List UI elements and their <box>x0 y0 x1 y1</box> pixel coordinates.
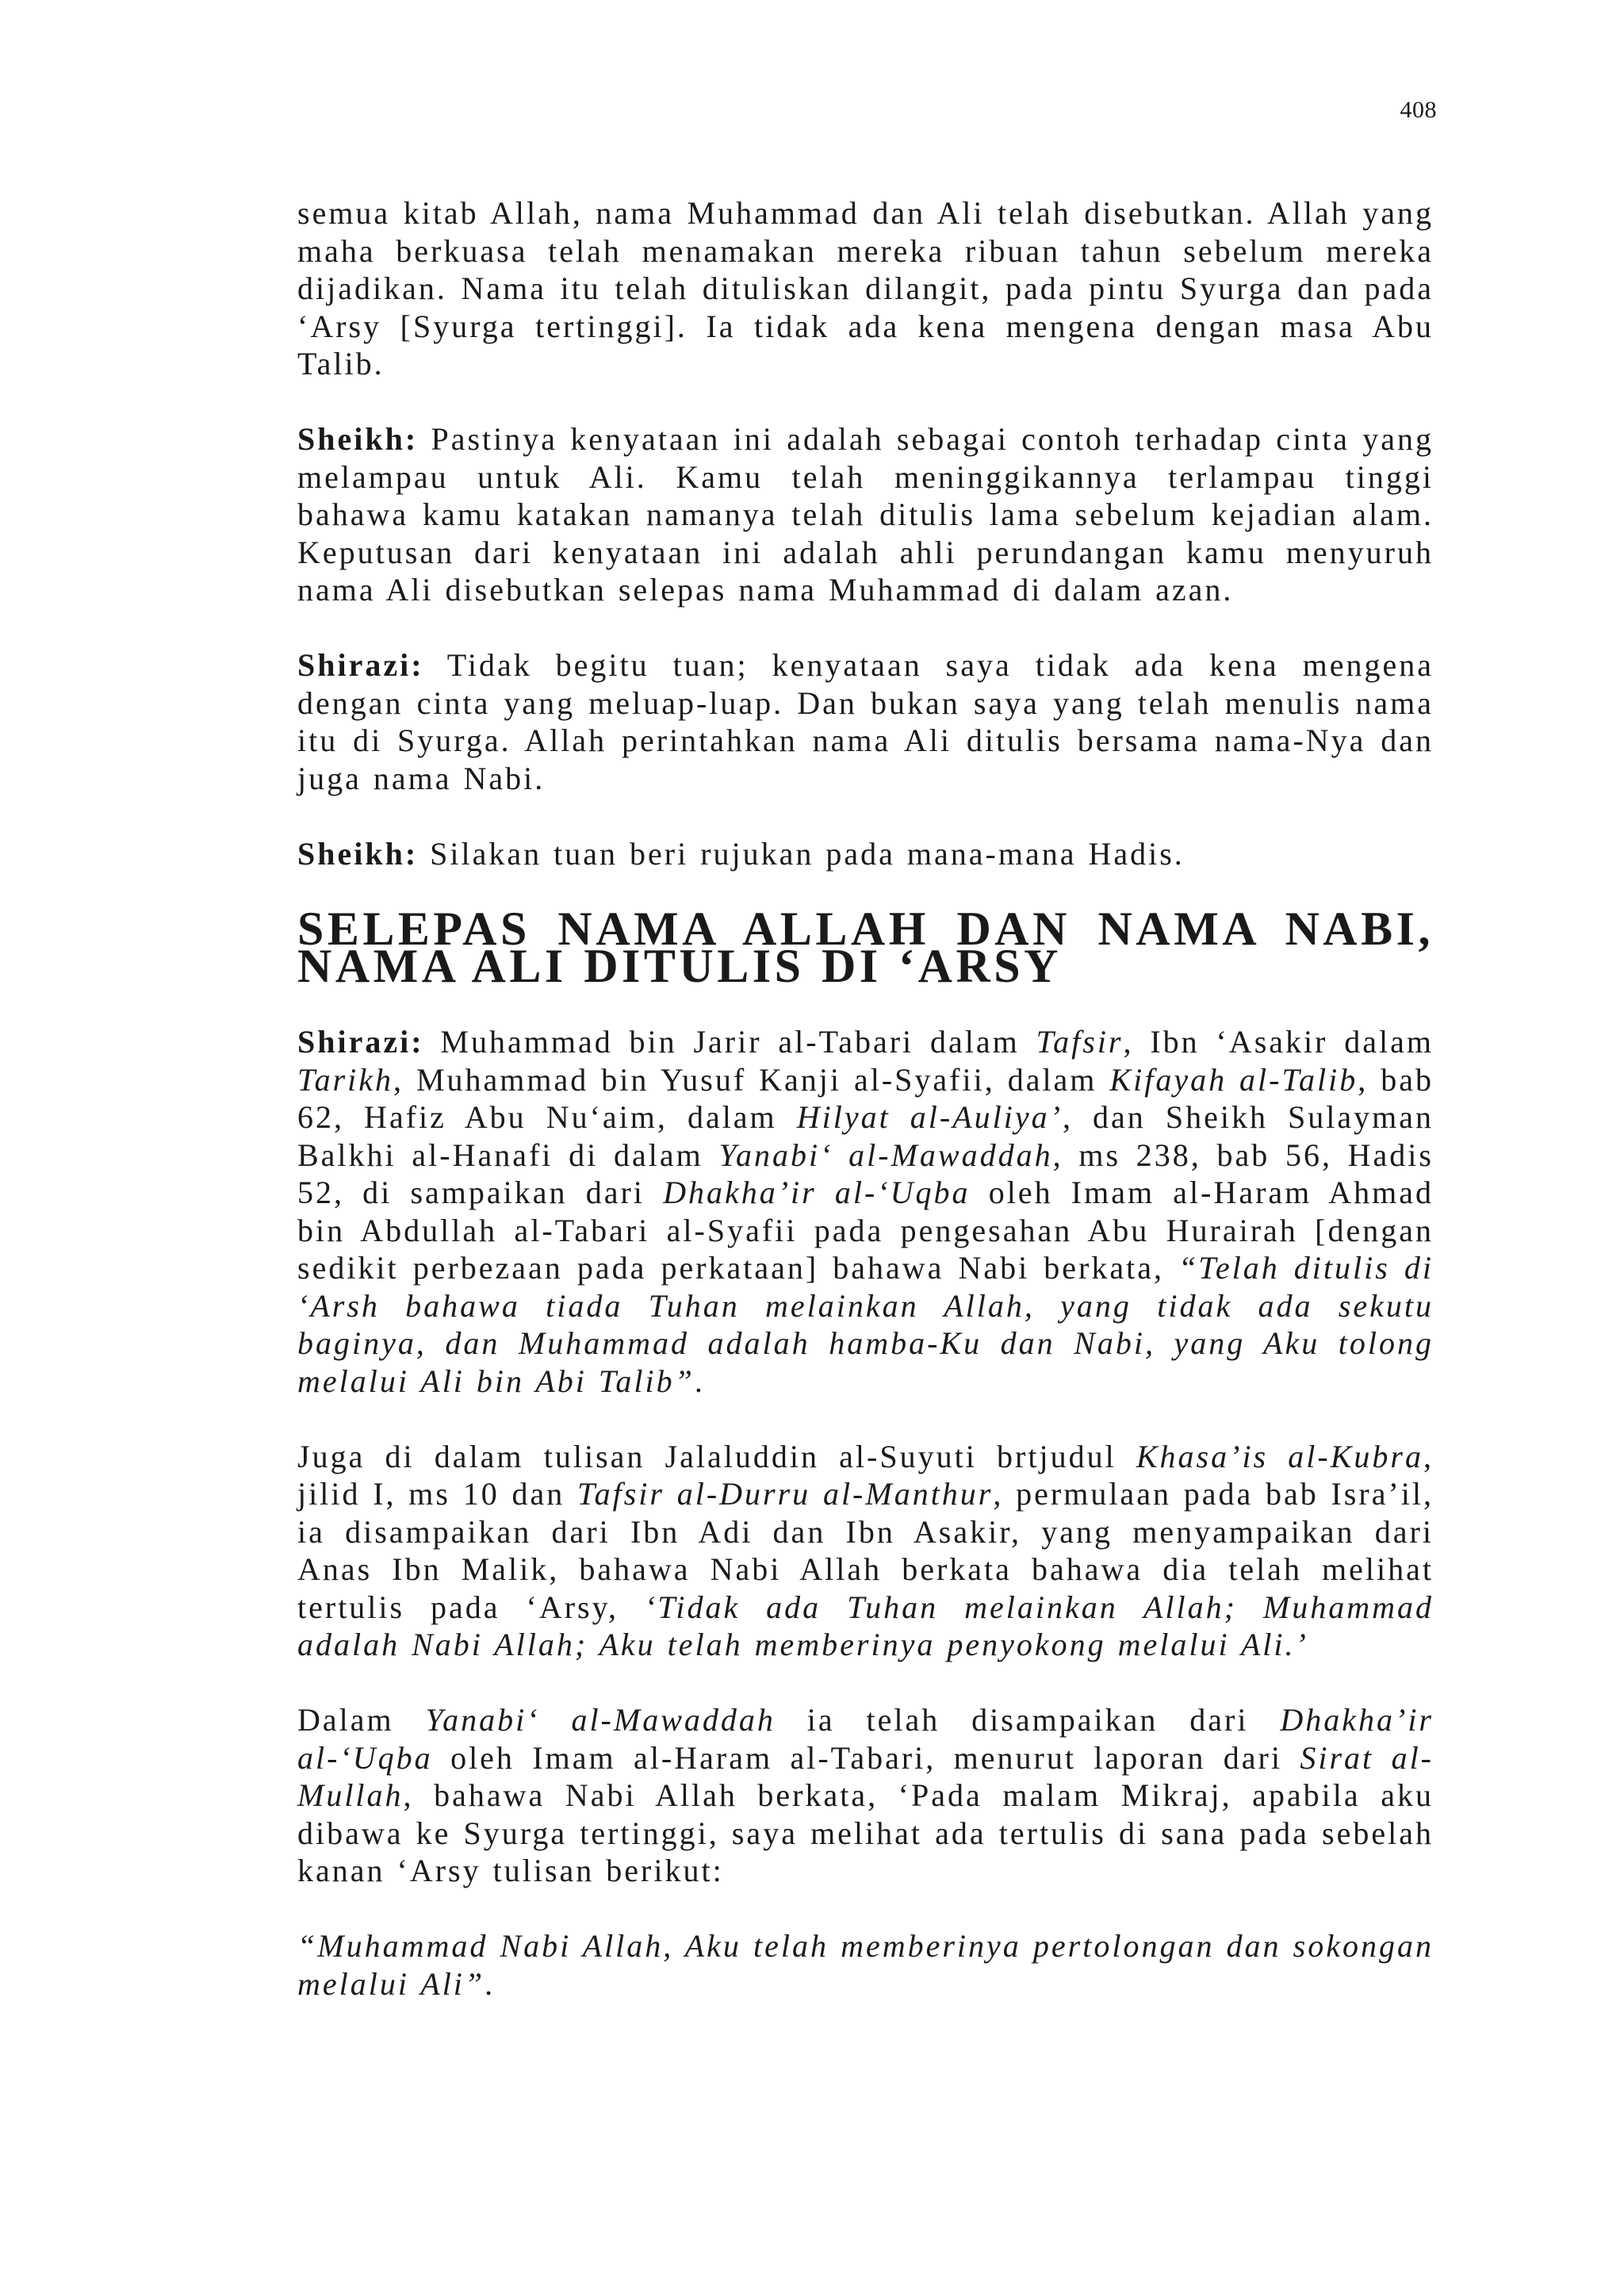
text-run: , bab 62, Hafiz Abu Nu‘aim, dalam <box>297 1061 1434 1135</box>
text-run: Muhammad bin Jarir al-Tabari dalam <box>440 1024 1020 1060</box>
text-run: , ms 238, bab 56, Hadis 52, di sampaikan dari <box>297 1137 1434 1210</box>
section-heading: SELEPAS NAMA ALLAH DAN NAMA NABI, NAMA ALI DITULIS DI ‘ARSY <box>297 902 1434 992</box>
book-title: Dhakha’ir al-‘Uqba <box>297 1702 1434 1776</box>
paragraph-4 <box>297 835 1434 873</box>
text-run: , bahawa Nabi Allah berkata, ‘Pada malam Mikraj, apabila aku dibawa ke Syurga tertinggi, saya melihat ada tertulis di sana pada sebelah kanan ‘Arsy tulisan berikut: <box>297 1777 1434 1888</box>
hadith-quote: “Muhammad Nabi Allah, Aku telah memberinya pertolongan dan sokongan melalui Ali” <box>297 1928 1434 2002</box>
paragraph-2 <box>297 420 1434 609</box>
speaker-label: Shirazi: <box>297 1024 424 1060</box>
paragraph-1 <box>297 194 1434 383</box>
book-title: Sirat al-Mullah <box>297 1739 1434 1813</box>
text-run: , Ibn ‘Asakir dalam <box>1123 1024 1434 1060</box>
text-run: , dan Sheikh Sulayman Balkhi al-Hanafi di dalam <box>297 1099 1434 1173</box>
book-title: Kifayah al-Talib <box>1109 1061 1358 1098</box>
page-number: 408 <box>1400 97 1437 123</box>
paragraph-7 <box>297 1701 1434 1890</box>
text-run: ia telah disampaikan dari <box>806 1702 1249 1738</box>
book-title: Yanabi‘ al-Mawaddah <box>425 1702 776 1738</box>
book-title: Tafsir <box>1036 1024 1124 1060</box>
paragraph-text: Pastinya kenyataan ini adalah sebagai contoh terhadap cinta yang melampau untuk Ali. Kamu telah meninggikannya terlampau tinggi bahawa kamu katakan namanya telah ditulis lama sebelum kejadian alam. Keputusan dari kenyataan ini adalah ahli perundangan kamu menyuruh nama Ali disebutkan selepas nama Muhammad di dalam azan. <box>297 421 1434 608</box>
paragraph-8 <box>297 1927 1434 2003</box>
book-title: Yanabi‘ al-Mawaddah <box>718 1137 1053 1173</box>
text-run: Dalam <box>297 1702 394 1738</box>
text-run: , Muhammad bin Yusuf Kanji al-Syafii, dalam <box>393 1061 1097 1098</box>
book-title: Khasa’is al-Kubra <box>1136 1438 1423 1474</box>
text-run: , permulaan pada bab Isra’il, ia disampaikan dari Ibn Adi dan Ibn Asakir, yang menyampaikan dari Anas Ibn Malik, bahawa Nabi Allah berkata bahawa dia telah melihat tertulis pada ‘Arsy, <box>297 1476 1434 1625</box>
book-title: Dhakha’ir al-‘Uqba <box>663 1175 971 1210</box>
speaker-label: Sheikh: <box>297 421 419 457</box>
book-title: Tafsir al-Durru al-Manthur <box>577 1476 994 1512</box>
text-run: , jilid I, ms 10 dan <box>297 1438 1434 1512</box>
text-run: oleh Imam al-Haram Ahmad bin Abdullah al-Tabari al-Syafii pada pengesahan Abu Hurairah [dengan sedikit perbezaan pada perkataan] bahawa Nabi berkata, <box>297 1175 1434 1286</box>
text-run: oleh Imam al-Haram al-Tabari, menurut laporan dari <box>450 1739 1282 1776</box>
paragraph-3 <box>297 646 1434 797</box>
book-title: Hilyat al-Auliya’ <box>796 1099 1063 1135</box>
speaker-label: Shirazi: <box>297 647 424 683</box>
paragraph-text: Tidak begitu tuan; kenyataan saya tidak ada kena mengena dengan cinta yang meluap-luap. Dan bukan saya yang telah menulis nama itu di Syurga. Allah perintahkan nama Ali ditulis bersama nama-Nya dan juga nama Nabi. <box>297 647 1434 796</box>
paragraph-6 <box>297 1438 1434 1664</box>
text-run: Juga di dalam tulisan Jalaluddin al-Suyuti brtjudul <box>297 1438 1116 1474</box>
speaker-label: Sheikh: <box>297 835 419 872</box>
book-title: Tarikh <box>297 1061 394 1098</box>
paragraph-text: semua kitab Allah, nama Muhammad dan Ali telah disebutkan. Allah yang maha berkuasa telah menamakan mereka ribuan tahun sebelum mereka dijadikan. Nama itu telah dituliskan dilangit, pada pintu Syurga dan pada ‘Arsy [Syurga tertinggi]. Ia tidak ada kena mengena dengan masa Abu Talib. <box>297 195 1434 381</box>
paragraph-5 <box>297 1023 1434 1400</box>
text-run: . <box>485 1965 496 2002</box>
text-run: . <box>694 1363 705 1399</box>
hadith-quote: “Telah ditulis di ‘Arsh bahawa tiada Tuhan melainkan Allah, yang tidak ada sekutu baginya, dan Muhammad adalah hamba-Ku dan Nabi, yang Aku tolong melalui Ali bin Abi Talib” <box>297 1250 1434 1399</box>
hadith-quote: ‘Tidak ada Tuhan melainkan Allah; Muhammad adalah Nabi Allah; Aku telah memberinya penyokong melalui Ali.’ <box>297 1589 1434 1662</box>
paragraph-text: Silakan tuan beri rujukan pada mana-mana Hadis. <box>430 835 1185 872</box>
body-text <box>297 194 1434 2003</box>
